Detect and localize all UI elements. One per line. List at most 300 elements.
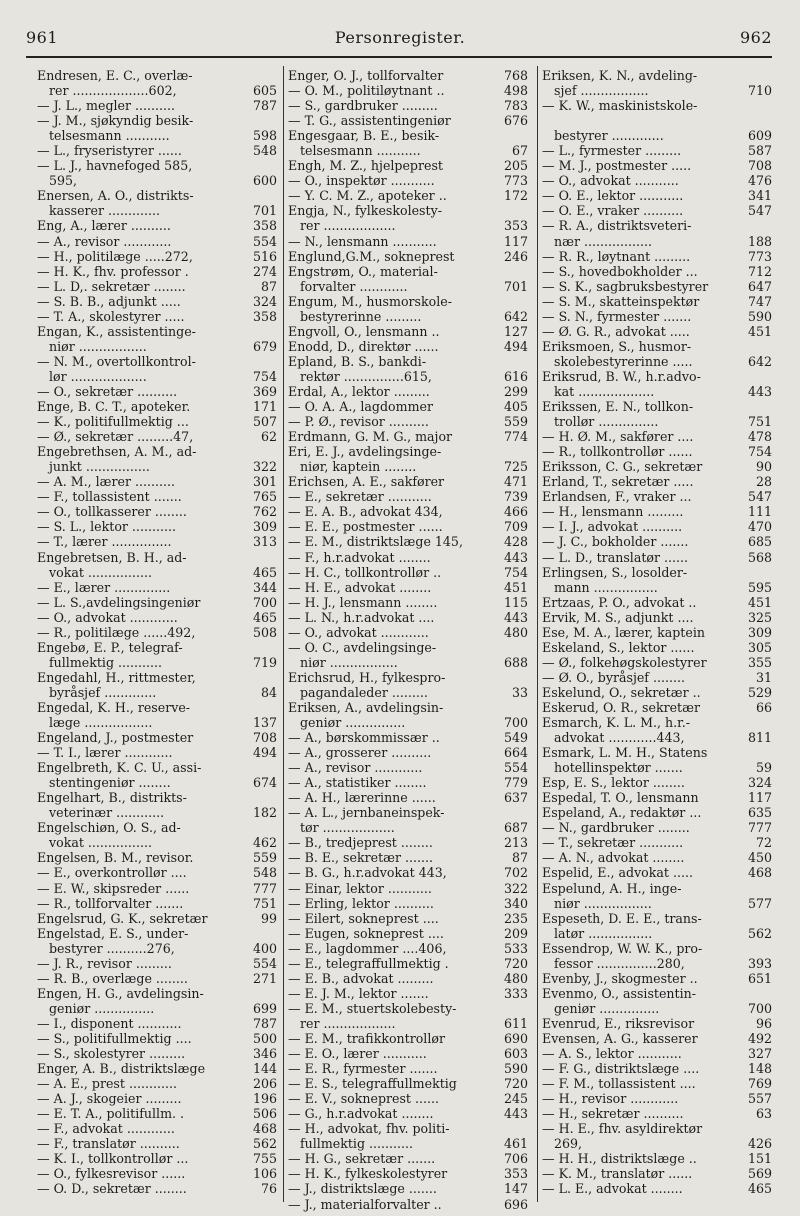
entry-text: — S., skolestyrer ......... — [37, 1046, 186, 1062]
page-reference: 470 — [745, 519, 772, 534]
register-entry — [37, 218, 277, 233]
register-entry — [542, 685, 772, 700]
register-entry — [288, 911, 528, 926]
page-reference: 461 — [501, 1136, 528, 1151]
entry-line — [37, 971, 277, 986]
register-entry — [288, 1121, 528, 1151]
register-entry — [288, 188, 528, 203]
page-reference: 506 — [250, 1106, 277, 1121]
page-reference: 559 — [250, 850, 277, 865]
page-reference: 507 — [250, 414, 277, 429]
entry-text: — O. A. A., lagdommer — [288, 399, 433, 415]
entry-line — [542, 805, 772, 820]
entry-text: — K., politifullmektig ... — [37, 414, 189, 430]
page-reference: 117 — [745, 790, 772, 805]
entry-line — [37, 896, 277, 911]
entry-text: — R., tollforvalter ....... — [37, 895, 184, 911]
entry-text: — O., tollkasserer ........ — [37, 504, 187, 520]
register-entry — [542, 519, 772, 534]
entry-line — [542, 128, 772, 143]
entry-text: Endresen, E. C., overlæ- — [37, 68, 193, 83]
entry-line — [288, 986, 528, 1001]
register-entry — [288, 1061, 528, 1076]
entry-line — [288, 1136, 528, 1151]
entry-line — [37, 715, 277, 730]
entry-text: — E. J. M., lektor ....... — [288, 985, 429, 1001]
entry-text: rer .................. — [300, 1015, 396, 1031]
register-entry — [542, 1031, 772, 1046]
entry-text: — S., politifullmektig .... — [37, 1031, 192, 1046]
register-entry — [542, 911, 772, 941]
register-entry — [542, 188, 772, 203]
entry-text: Epland, B. S., bankdi- — [288, 353, 427, 369]
entry-line — [542, 384, 772, 399]
entry-text: — B., tredjeprest ........ — [288, 835, 433, 851]
page-reference: 787 — [250, 1016, 277, 1031]
entry-text: 595, — [49, 173, 78, 189]
page-reference: 637 — [501, 790, 528, 805]
entry-text: Evenmo, O., assistentin- — [542, 985, 697, 1001]
entry-text: — A., revisor ............ — [288, 760, 423, 776]
entry-text: Engelstad, E. S., under- — [37, 925, 189, 941]
entry-text: sjef ................. — [554, 83, 649, 99]
entry-text: — H. K., fylkeskolestyrer — [288, 1166, 448, 1182]
entry-line — [37, 730, 277, 745]
entry-line — [288, 249, 528, 264]
page-reference: 400 — [250, 941, 277, 956]
entry-line — [37, 1181, 277, 1196]
page-reference: 144 — [250, 1061, 277, 1076]
page-reference: 562 — [745, 926, 772, 941]
page-reference: 443 — [501, 1106, 528, 1121]
entry-text: — Ø., sekretær .........47, — [37, 429, 194, 445]
register-entry — [288, 896, 528, 911]
entry-line — [542, 1016, 772, 1031]
page-reference: 76 — [258, 1181, 277, 1196]
page-reference: 605 — [250, 83, 277, 98]
entry-text: — O., advokat ............ — [288, 624, 429, 640]
page-reference: 674 — [250, 775, 277, 790]
register-entry — [288, 956, 528, 971]
page-number-right: 962 — [739, 28, 772, 47]
page-number-left: 961 — [26, 28, 59, 47]
register-entry — [288, 1151, 528, 1166]
page-reference: 209 — [501, 926, 528, 941]
entry-text: — H., revisor ............ — [542, 1091, 679, 1107]
register-entry — [37, 850, 277, 865]
register-entry — [37, 865, 277, 880]
entry-line — [288, 384, 528, 399]
entry-text: — B. G., h.r.advokat 443, — [288, 865, 447, 881]
entry-text: — J., distriktslæge ....... — [288, 1181, 437, 1197]
register-entry — [542, 1046, 772, 1061]
page-reference: 309 — [745, 625, 772, 640]
entry-text: junkt ................ — [49, 459, 150, 475]
page-reference: 322 — [501, 881, 528, 896]
register-entry — [542, 700, 772, 715]
entry-line — [542, 158, 772, 173]
page-reference: 709 — [501, 519, 528, 534]
entry-text: — E. B., advokat ......... — [288, 970, 434, 986]
entry-text: rer .................. — [300, 218, 396, 234]
page-reference: 609 — [745, 128, 772, 143]
entry-line — [37, 83, 277, 98]
entry-line — [37, 760, 277, 775]
entry-line — [542, 956, 772, 971]
entry-text: — Einar, lektor ........... — [288, 880, 432, 896]
register-entry — [542, 399, 772, 429]
register-entry — [37, 595, 277, 610]
entry-text: — E. T. A., politifullm. . — [37, 1106, 185, 1122]
page-reference: 587 — [745, 143, 772, 158]
register-entry — [542, 143, 772, 158]
entry-text: latør ................ — [554, 925, 653, 941]
register-entry — [288, 68, 528, 83]
page-reference: 568 — [745, 550, 772, 565]
entry-text: Eng, A., lærer .......... — [37, 218, 171, 234]
register-entry — [288, 519, 528, 534]
entry-line — [288, 83, 528, 98]
register-entry — [288, 595, 528, 610]
entry-line — [37, 128, 277, 143]
entry-text: vokat ................ — [49, 564, 152, 580]
entry-line — [37, 941, 277, 956]
entry-text: — H. E., advokat ........ — [288, 579, 432, 595]
entry-text: niør ................. — [300, 654, 398, 670]
page-reference: 508 — [250, 625, 277, 640]
page-reference: 754 — [745, 444, 772, 459]
entry-line — [542, 1076, 772, 1091]
entry-line — [288, 143, 528, 158]
entry-line — [37, 234, 277, 249]
page-reference: 106 — [250, 1166, 277, 1181]
page-reference: 111 — [745, 504, 772, 519]
entry-text: — I., disponent ........... — [37, 1015, 182, 1031]
register-entry — [288, 550, 528, 565]
register-entry — [288, 971, 528, 986]
entry-text: Esmark, L. M. H., Statens — [542, 745, 708, 761]
entry-text: — O., sekretær .......... — [37, 383, 178, 399]
page-reference: 787 — [250, 98, 277, 113]
entry-line — [37, 881, 277, 896]
page-reference: 754 — [250, 369, 277, 384]
page-reference: 685 — [745, 534, 772, 549]
page-reference: 466 — [501, 504, 528, 519]
entry-text: — T. I., lærer ............ — [37, 745, 173, 761]
register-entry — [288, 324, 528, 339]
entry-line — [37, 820, 277, 835]
page-reference: 774 — [501, 429, 528, 444]
page-reference: 478 — [745, 429, 772, 444]
entry-line — [542, 249, 772, 264]
entry-text: — H. C., tollkontrollør .. — [288, 564, 442, 580]
entry-text: — J. C., bokholder ....... — [542, 534, 689, 550]
register-entry — [288, 835, 528, 850]
register-entry — [37, 444, 277, 474]
register-entry — [37, 309, 277, 324]
entry-text: — Ø. G. R., advokat ..... — [542, 323, 690, 339]
entry-line — [542, 1031, 772, 1046]
entry-text: Espelid, E., advokat ..... — [542, 865, 693, 881]
entry-text: — F. G., distriktslæge .... — [542, 1061, 700, 1077]
entry-text: — E., lagdommer ....406, — [288, 940, 447, 956]
entry-line — [37, 595, 277, 610]
entry-line — [288, 745, 528, 760]
page-reference: 777 — [250, 881, 277, 896]
entry-text: — A. H., lærerinne ...... — [288, 790, 436, 806]
entry-text: — N., lensmann ........... — [288, 233, 437, 249]
entry-text: Engen, H. G., avdelingsin- — [37, 985, 204, 1001]
page-reference: 115 — [501, 595, 528, 610]
entry-line — [37, 956, 277, 971]
entry-line — [288, 700, 528, 715]
page-reference: 720 — [501, 1076, 528, 1091]
page-reference: 554 — [250, 956, 277, 971]
entry-line — [288, 128, 528, 143]
page-reference: 492 — [745, 1031, 772, 1046]
entry-text: Enger, O. J., tollforvalter — [288, 68, 444, 83]
entry-text: — J., materialforvalter .. — [288, 1196, 442, 1212]
register-entry — [288, 760, 528, 775]
entry-line — [542, 730, 772, 745]
entry-line — [37, 309, 277, 324]
entry-line — [37, 399, 277, 414]
page-reference: 688 — [501, 655, 528, 670]
page-reference: 358 — [250, 218, 277, 233]
page-reference: 498 — [501, 83, 528, 98]
page-reference: 206 — [250, 1076, 277, 1091]
register-entry — [288, 128, 528, 158]
entry-line — [542, 324, 772, 339]
entry-text: — T., lærer ............... — [37, 534, 172, 550]
entry-line — [288, 534, 528, 549]
entry-line — [288, 1166, 528, 1181]
page-reference: 548 — [250, 143, 277, 158]
entry-text: Evenrud, E., riksrevisor — [542, 1015, 695, 1031]
entry-text: Eriksen, A., avdelingsin- — [288, 699, 444, 715]
page-title: Personregister. — [334, 28, 466, 47]
entry-text: — H. Ø. M., sakfører .... — [542, 429, 694, 445]
entry-line — [542, 429, 772, 444]
register-entry — [37, 188, 277, 218]
entry-text: rer ...................602, — [49, 83, 177, 99]
entry-line — [288, 489, 528, 504]
page-reference: 147 — [501, 1181, 528, 1196]
page-reference: 696 — [501, 1197, 528, 1212]
entry-line — [542, 745, 772, 760]
page-reference: 642 — [745, 354, 772, 369]
entry-line — [37, 835, 277, 850]
entry-line — [542, 444, 772, 459]
index-column-1 — [37, 68, 277, 1197]
entry-text: Engan, K., assistentinge- — [37, 323, 196, 339]
entry-line — [542, 986, 772, 1001]
page-reference: 547 — [745, 489, 772, 504]
register-entry — [542, 264, 772, 279]
register-entry — [542, 790, 772, 805]
page-reference: 783 — [501, 98, 528, 113]
register-entry — [288, 805, 528, 835]
entry-line — [542, 820, 772, 835]
page-reference: 687 — [501, 820, 528, 835]
entry-text: Engeland, J., postmester — [37, 730, 194, 746]
page-reference: 87 — [509, 850, 528, 865]
page-reference: 87 — [258, 279, 277, 294]
entry-text: — L. D., translatør ...... — [542, 549, 689, 565]
entry-line — [37, 850, 277, 865]
entry-text: geniør ............... — [554, 1000, 660, 1016]
page-reference: 305 — [745, 640, 772, 655]
entry-line — [288, 399, 528, 414]
entry-text: Erland, T., sekretær ..... — [542, 474, 694, 490]
register-entry — [37, 1061, 277, 1076]
page-reference: 33 — [509, 685, 528, 700]
entry-line — [37, 1001, 277, 1016]
entry-line — [37, 519, 277, 534]
page-reference: 720 — [501, 956, 528, 971]
entry-line — [542, 519, 772, 534]
register-entry — [37, 1091, 277, 1106]
entry-line — [288, 264, 528, 279]
register-entry — [542, 444, 772, 459]
entry-line — [37, 685, 277, 700]
entry-text: — Ø. O., byråsjef ........ — [542, 669, 686, 685]
entry-text: — E. V., sokneprest ...... — [288, 1091, 440, 1107]
entry-line — [542, 835, 772, 850]
page-reference: 755 — [250, 1151, 277, 1166]
entry-text: Erichsrud, H., fylkespro- — [288, 669, 446, 685]
entry-line — [288, 474, 528, 489]
entry-line — [542, 760, 772, 775]
register-entry — [542, 173, 772, 188]
entry-line — [37, 1121, 277, 1136]
entry-line — [542, 83, 772, 98]
page-reference: 182 — [250, 805, 277, 820]
page-reference: 465 — [250, 565, 277, 580]
entry-text: forvalter ............ — [300, 278, 408, 294]
entry-line — [288, 865, 528, 880]
entry-text: Esmarch, K. L. M., h.r.- — [542, 715, 690, 731]
register-entry — [288, 429, 528, 444]
entry-line — [37, 444, 277, 459]
page-reference: 754 — [501, 565, 528, 580]
entry-text: — O. D., sekretær ........ — [37, 1181, 187, 1197]
page-reference: 443 — [501, 550, 528, 565]
entry-text: — E. M., trafikkontrollør — [288, 1031, 445, 1046]
register-entry — [37, 1181, 277, 1196]
register-entry — [37, 98, 277, 113]
page-reference: 324 — [745, 775, 772, 790]
entry-text: Espedal, T. O., lensmann — [542, 790, 699, 806]
entry-text: — O. M., politiløytnant .. — [288, 83, 445, 99]
entry-text: telsesmann ........... — [49, 128, 170, 144]
page-reference: 701 — [250, 203, 277, 218]
entry-line — [288, 610, 528, 625]
register-entry — [288, 234, 528, 249]
entry-text: Engvoll, O., lensmann .. — [288, 323, 440, 339]
entry-line — [288, 685, 528, 700]
entry-text: — R. A., distriktsveteri- — [542, 218, 692, 234]
register-entry — [37, 610, 277, 625]
page-reference: 451 — [745, 324, 772, 339]
register-entry — [288, 700, 528, 730]
register-entry — [542, 971, 772, 986]
register-entry — [542, 504, 772, 519]
page-reference: 235 — [501, 911, 528, 926]
entry-text: pagandaleder ......... — [300, 684, 428, 700]
entry-line — [542, 1136, 772, 1151]
entry-text: Enge, B. C. T., apoteker. — [37, 399, 191, 415]
page-reference: 762 — [250, 504, 277, 519]
entry-line — [542, 309, 772, 324]
entry-line — [37, 805, 277, 820]
entry-line — [37, 1091, 277, 1106]
page-reference: 494 — [250, 745, 277, 760]
register-entry — [542, 1016, 772, 1031]
page-reference: 777 — [745, 820, 772, 835]
entry-line — [288, 324, 528, 339]
register-entry — [37, 896, 277, 911]
page-reference: 701 — [501, 279, 528, 294]
entry-text: stentingeniør ........ — [49, 775, 171, 791]
register-entry — [542, 986, 772, 1016]
entry-line — [542, 68, 772, 83]
entry-text: nær ................. — [554, 233, 653, 249]
page-reference: 274 — [250, 264, 277, 279]
page-reference: 616 — [501, 369, 528, 384]
entry-line — [37, 354, 277, 369]
register-entry — [37, 399, 277, 414]
entry-text: — A. S., lektor ........... — [542, 1046, 682, 1062]
page-reference: 322 — [250, 459, 277, 474]
entry-text: — O. C., avdelingsinge- — [288, 639, 437, 655]
entry-line — [542, 911, 772, 926]
entry-line — [288, 1091, 528, 1106]
register-entry — [37, 384, 277, 399]
entry-line — [542, 98, 772, 113]
entry-text: — A., statistiker ........ — [288, 775, 427, 791]
page-reference: 84 — [258, 685, 277, 700]
page-reference: 369 — [250, 384, 277, 399]
register-entry — [542, 565, 772, 595]
entry-text: Engesgaar, B. E., besik- — [288, 128, 440, 144]
entry-line — [37, 565, 277, 580]
entry-line — [542, 865, 772, 880]
register-entry — [542, 459, 772, 474]
entry-line — [37, 745, 277, 760]
entry-text: rektør ...............615, — [300, 368, 432, 384]
entry-text: — E. M., stuertskolebesty- — [288, 1000, 457, 1016]
page-reference: 769 — [745, 1076, 772, 1091]
page-reference: 773 — [745, 249, 772, 264]
page-reference: 690 — [501, 1031, 528, 1046]
page-reference: 450 — [745, 850, 772, 865]
entry-text: Engelhart, B., distrikts- — [37, 790, 187, 806]
entry-text: — K. W., maskinistskole- — [542, 98, 698, 114]
register-entry — [288, 1181, 528, 1196]
register-entry — [288, 444, 528, 474]
entry-text: — L. J., havnefoged 585, — [37, 158, 193, 174]
entry-line — [288, 369, 528, 384]
entry-text: Engebrethsen, A. M., ad- — [37, 444, 197, 460]
entry-line — [288, 550, 528, 565]
page-reference: 171 — [250, 399, 277, 414]
entry-line — [288, 113, 528, 128]
page-reference: 751 — [250, 896, 277, 911]
entry-line — [288, 1121, 528, 1136]
entry-line — [542, 1181, 772, 1196]
entry-text: — T. G., assistentingeniør — [288, 113, 451, 129]
